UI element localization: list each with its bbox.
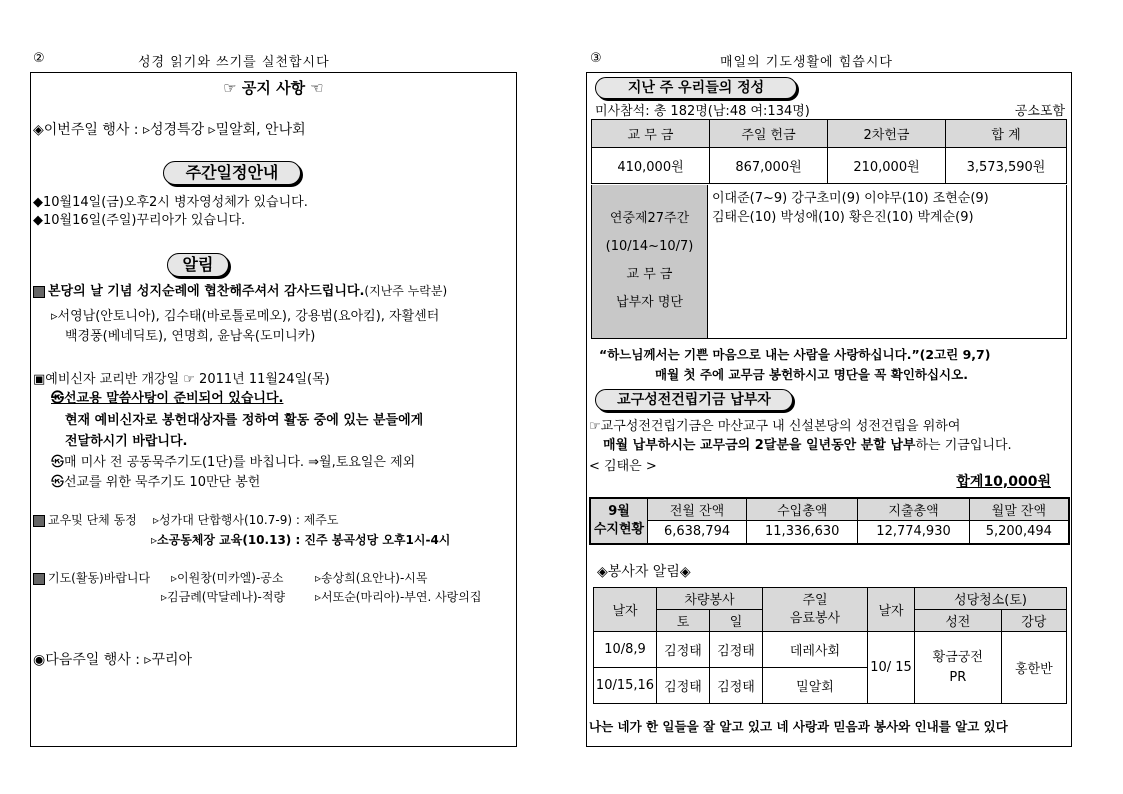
finance-label-text: 수지현황: [593, 522, 645, 537]
payers-label-line: (10/14~10/7): [605, 239, 694, 254]
vol-header-date: 날자: [594, 588, 657, 632]
building-line-2a: 매월 납부하시는 교무금의 2달분을 일년동안 분할 납부: [603, 438, 916, 453]
vol-clean-sanctuary: [915, 632, 1002, 704]
left-panel: [30, 72, 517, 747]
payers-label-line: 교 무 금: [626, 267, 673, 282]
offering-table: [591, 119, 1067, 184]
vol-row-drink: 밀알회: [763, 668, 868, 704]
finance-value: 5,200,494: [969, 520, 1069, 544]
next-week-events: ◉다음주일 행사 : ▹꾸리아: [33, 652, 193, 668]
thanks-text: 본당의 날 기념 성지순례에 협찬해주셔서 감사드립니다.: [48, 284, 365, 299]
right-page-number: ③: [590, 51, 603, 66]
thanks-note: (지난주 누락분): [364, 284, 448, 298]
square-bullet-icon: [33, 286, 45, 298]
payers-label-box: [591, 185, 708, 339]
prayer-2b: ▹서또순(마리아)-부연. 사랑의집: [315, 590, 482, 604]
prayer-2a: ▹김금례(막달레나)-적량: [161, 590, 286, 604]
catechumen-line-2: 현재 예비신자로 봉헌대상자를 정하여 활동 중에 있는 분들에게: [65, 413, 424, 428]
offering-value: 210,000원: [828, 148, 946, 184]
finance-header: 월말 잔액: [969, 498, 1069, 520]
vol-row-sun: 김정태: [710, 632, 763, 668]
prayer-label: [33, 569, 150, 586]
building-line-1: ☞교구성전건립기금은 마산교구 내 신설본당의 성전건립을 위하여: [589, 419, 961, 434]
offering-value: 867,000원: [710, 148, 828, 184]
thanks-names-1: ▹서영남(안토니아), 김수태(바로톨로메오), 강용범(요아킴), 자활센터: [51, 309, 440, 324]
prayer-label-text: 기도(활동)바랍니다: [48, 571, 151, 585]
vol-clean-sanctuary-1: 황금궁전: [932, 649, 983, 665]
notice2-title: 알림: [167, 253, 229, 277]
vol-header-sat: 토: [657, 610, 710, 632]
building-total: 합계10,000원: [956, 474, 1051, 490]
attendance: 미사참석: 총 182명(남:48 여:134명): [595, 104, 810, 119]
this-week-events: [33, 119, 306, 139]
groups-label-text: 교우및 단체 동정: [48, 513, 137, 527]
vol-row-sat: 김정태: [657, 632, 710, 668]
building-line-2: [603, 434, 1012, 453]
catechumen-line-3: 전달하시기 바랍니다.: [65, 434, 188, 449]
right-page-header: 매일의 기도생활에 힘씁시다: [720, 55, 893, 70]
vol-clean-sanctuary-2: PR: [949, 669, 967, 685]
payers-names-box: [708, 185, 1067, 339]
groups-label: [33, 511, 137, 528]
vol-row-date: 10/15,16: [594, 668, 657, 704]
payers-label-line: 연중제27주간: [609, 211, 690, 226]
payers-line-1: 이대준(7~9) 강구초미(9) 이야무(10) 조현순(9): [712, 191, 989, 206]
volunteer-table: [593, 587, 1067, 704]
offering-header: 교 무 금: [592, 120, 710, 148]
catechumen-title: ▣예비신자 교리반 개강일 ☞ 2011년 11월24일(목): [33, 372, 330, 387]
groups-line-2: ▹소공동체장 교육(10.13) : 진주 봉곡성당 오후1시-4시: [151, 533, 451, 547]
vol-header-drink: [763, 588, 868, 632]
thanks-title: [33, 280, 447, 299]
offering-value: 3,573,590원: [946, 148, 1067, 184]
attendance-note: 공소포함: [1014, 104, 1065, 119]
finance-label-month: 9월: [608, 504, 630, 519]
weekly-schedule-title: 주간일정안내: [163, 161, 301, 185]
catechumen-line-1: ㉿선교용 말씀사탕이 준비되어 있습니다.: [51, 391, 284, 406]
finance-value: 12,774,930: [858, 520, 969, 544]
footer-quote: 나는 네가 한 일들을 잘 알고 있고 네 사랑과 믿음과 봉사와 인내를 알고 있다: [589, 719, 1008, 734]
thanks-names-2: 백경풍(베네딕토), 연명희, 윤남옥(도미니카): [65, 329, 316, 344]
schedule-line-2: ◆10월16일(주일)꾸리아가 있습니다.: [33, 213, 246, 228]
left-page-number: ②: [33, 51, 46, 66]
volunteer-title: ◈봉사자 알림◈: [597, 564, 691, 580]
offering-header: 2차헌금: [828, 120, 946, 148]
events-label: ◈이번주일 행사 :: [33, 122, 139, 138]
notice-title: ☞ 공지 사항 ☜: [223, 79, 324, 97]
catechumen-line-5: ㉿선교를 위한 묵주기도 10만단 봉헌: [51, 475, 261, 490]
finance-header: 수입총액: [747, 498, 858, 520]
vol-header-drink-1: 주일: [802, 592, 828, 608]
vol-header-sun: 일: [710, 610, 763, 632]
groups-line-1: ▹성가대 단합행사(10.7-9) : 제주도: [153, 513, 339, 527]
finance-value: 11,336,630: [747, 520, 858, 544]
offering-title: 지난 주 우리들의 정성: [595, 77, 797, 99]
building-line-2b: 하는 기금입니다.: [915, 438, 1012, 453]
finance-header: 전월 잔액: [648, 498, 747, 520]
vol-header-sanctuary: 성전: [915, 610, 1002, 632]
prayer-1a: ▹이원창(미카엘)-공소: [171, 571, 284, 585]
scripture-quote: “하느님께서는 기쁜 마음으로 내는 사람을 사랑하십니다.”(2고린 9,7): [599, 347, 991, 362]
payers-label-line: 납부자 명단: [616, 295, 683, 310]
building-fund-title: 교구성전건립기금 납부자: [595, 389, 793, 411]
vol-row-drink: 데레사회: [763, 632, 868, 668]
prayer-1b: ▹송상희(요안나)-시목: [315, 571, 428, 585]
building-name: < 김태은 >: [589, 459, 657, 474]
square-bullet-icon: [33, 515, 45, 527]
finance-table: [589, 497, 1070, 545]
vol-clean-date: 10/ 15: [868, 632, 915, 704]
finance-value: 6,638,794: [648, 520, 747, 544]
schedule-line-1: ◆10월14일(금)오후2시 병자영성체가 있습니다.: [33, 195, 308, 210]
vol-header-car: 차량봉사: [657, 588, 763, 610]
events-items: ▹성경특강 ▹밀알회, 안나회: [142, 122, 306, 138]
offering-header: 주일 헌금: [710, 120, 828, 148]
vol-row-sat: 김정태: [657, 668, 710, 704]
catechumen-line-4: ㉿매 미사 전 공동묵주기도(1단)를 바칩니다. ⇒월,토요일은 제외: [51, 455, 416, 470]
offering-header: 합 계: [946, 120, 1067, 148]
offering-value: 410,000원: [592, 148, 710, 184]
scripture-quote-note: 매월 첫 주에 교무금 봉헌하시고 명단을 꼭 확인하십시오.: [655, 367, 968, 382]
vol-row-sun: 김정태: [710, 668, 763, 704]
vol-header-drink-2: 음료봉사: [789, 610, 841, 626]
finance-label: [590, 498, 648, 544]
left-page-header: 성경 읽기와 쓰기를 실천합시다: [138, 55, 330, 70]
vol-header-clean: 성당청소(토): [915, 588, 1067, 610]
vol-clean-hall: 홍한반: [1001, 632, 1066, 704]
vol-header-date2: 날자: [868, 588, 915, 632]
square-bullet-icon: [33, 573, 45, 585]
payers-line-2: 김태은(10) 박성애(10) 황은진(10) 박계순(9): [712, 210, 974, 225]
vol-row-date: 10/8,9: [594, 632, 657, 668]
finance-header: 지출총액: [858, 498, 969, 520]
right-panel: [586, 72, 1072, 747]
vol-header-hall: 강당: [1001, 610, 1066, 632]
